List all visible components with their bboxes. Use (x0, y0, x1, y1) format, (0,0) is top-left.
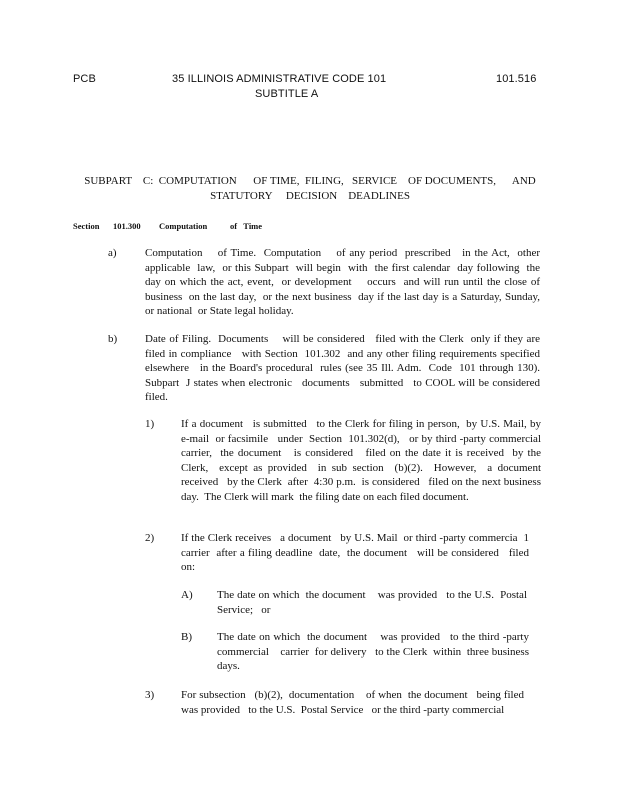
header-center-line1: 35 ILLINOIS ADMINISTRATIVE CODE 101 (172, 73, 387, 85)
item-b2B-label: B) (181, 631, 192, 643)
item-b1-text: If a document is submitted to the Clerk for filing in person, by U.S. Mail, by e-mail or facsimile under Section 101.302(d), or by third -party commercial carrier, the document is considered filed on the date it is received by the Clerk, except as provided in sub section (b)(2). However, a document received by the Clerk after 4:30 p.m. is considered filed on the next business day. The Clerk will mark the filing date on each filed document. (181, 418, 552, 503)
item-b2A-label: A) (181, 589, 193, 601)
item-b2-text: If the Clerk receives a document by U.S. Mail or third -party commercia 1 carrier after a filing deadline date, the document will be considered filed on: (181, 532, 532, 574)
header-left: PCB (73, 73, 96, 85)
item-b-label: b) (108, 333, 118, 345)
subpart-title (80, 174, 540, 203)
section-title-word1: Computation (159, 221, 208, 231)
item-b-text: Date of Filing. Documents will be considered filed with the Clerk only if they are filed in compliance with Section 101.302 and any other filing requirements specified elsewhere in the Board's procedural rules (see 35 Ill. Adm. Code 101 through 130). Subpart J states when electronic documents submitted to COOL will be considered filed. (145, 333, 551, 404)
subpart-title-line2: STATUTORY DECISION DEADLINES (210, 189, 410, 202)
section-number: 101.300 (113, 221, 141, 231)
item-b1-label: 1) (145, 418, 155, 430)
section-label: Section (73, 221, 100, 231)
item-a-text: Computation of Time. Computation of any period prescribed in the Act, other applicable law, or this Subpart will begin with the first calendar day following the day on which the act, event, or development occurs and will run until the close of business on the last day, or the next business day if the last day is a Saturday, Sunday, or national or State legal holiday. (145, 247, 546, 318)
section-title-word2: of Time (230, 221, 263, 231)
item-b2-label: 2) (145, 532, 155, 544)
item-b2A-text: The date on which the document was provided to the U.S. Postal Service; or (217, 589, 530, 616)
header-right: 101.516 (496, 73, 537, 85)
subpart-title-line1: SUBPART C: COMPUTATION OF TIME, FILING, SERVICE OF DOCUMENTS, AND (84, 175, 536, 187)
header-center-line2: SUBTITLE A (255, 88, 319, 100)
item-a-label: a) (108, 247, 117, 259)
item-b3-text: For subsection (b)(2), documentation of when the document being filed was provided to the U.S. Postal Service or the third -party commercial (181, 689, 527, 716)
item-b3-label: 3) (145, 689, 155, 701)
item-b2B-text: The date on which the document was provided to the third -party commercial carrier for delivery to the Clerk within three business days. (217, 631, 532, 673)
